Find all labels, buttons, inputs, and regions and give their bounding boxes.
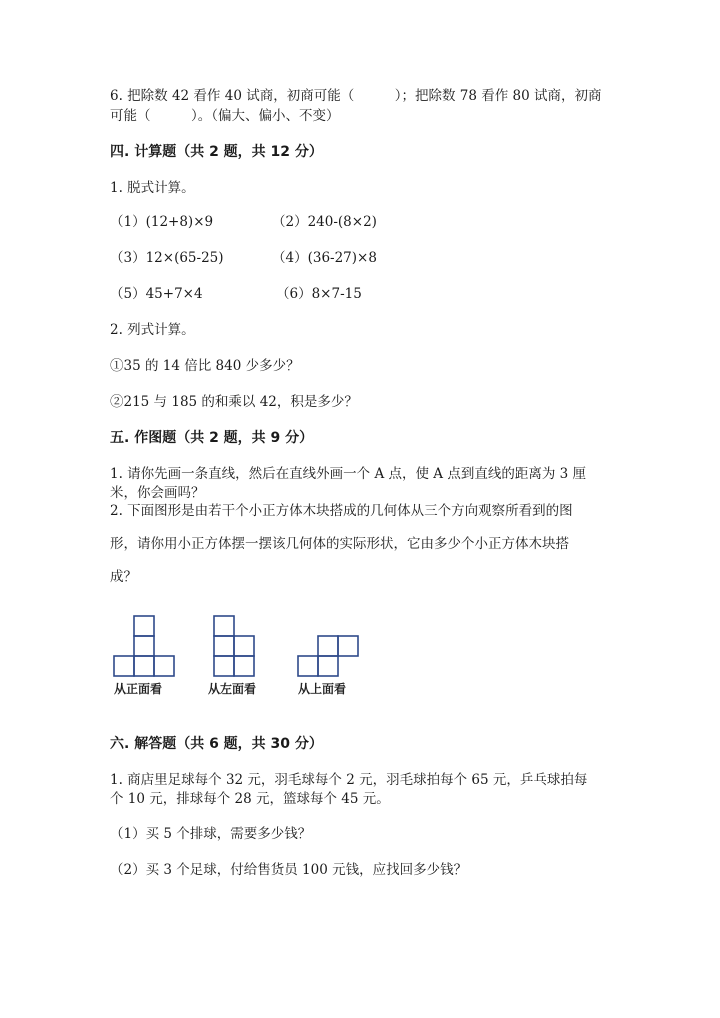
section-6-title: 六. 解答题（共 6 题，共 30 分） [110, 736, 323, 752]
calc-q2-title: 2. 列式计算。 [110, 322, 195, 338]
q6-line-1: 6. 把除数 42 看作 40 试商，初商可能（ ）；把除数 78 看作 80 试商，初商 [110, 88, 602, 104]
answer-q1-b: （2）买 3 个足球，付给售货员 100 元钱，应找回多少钱？ [110, 862, 468, 878]
section-4-title: 四. 计算题（共 2 题，共 12 分） [110, 144, 323, 160]
calc-item-3: （3）12×(65-25) [110, 250, 224, 266]
draw-q2-line-2: 形，请你用小正方体摆一摆该几何体的实际形状，它由多少个小正方体木块搭 [110, 536, 569, 552]
three-view-grids [110, 612, 370, 682]
draw-q2-line-3: 成？ [110, 569, 137, 585]
calc-q2-b: ②215 与 185 的和乘以 42，积是多少？ [110, 394, 358, 410]
calc-q2-a: ①35 的 14 倍比 840 少多少？ [110, 358, 300, 374]
calc-item-5: （5）45+7×4 [110, 286, 203, 302]
calc-item-4: （4）(36-27)×8 [272, 250, 377, 266]
three-view-figure [110, 612, 370, 702]
top-view-grid [298, 636, 358, 676]
calc-item-1: （1）(12+8)×9 [110, 214, 214, 230]
draw-q1-line-2: 米，你会画吗？ [110, 485, 205, 501]
draw-q2-line-1: 2. 下面图形是由若干个小正方体木块搭成的几何体从三个方向观察所看到的图 [110, 503, 573, 519]
caption-left-view: 从左面看 [208, 682, 257, 696]
front-view-grid [114, 616, 174, 676]
answer-q1-a: （1）买 5 个排球，需要多少钱？ [110, 826, 312, 842]
draw-q1-line-1: 1. 请你先画一条直线，然后在直线外画一个 A 点，使 A 点到直线的距离为 3 厘 [110, 466, 587, 482]
answer-q1-line-2: 个 10 元，排球每个 28 元，篮球每个 45 元。 [110, 791, 390, 807]
calc-q1-title: 1. 脱式计算。 [110, 180, 195, 196]
q6-line-2: 可能（ ）。（偏大、偏小、不变） [110, 108, 340, 124]
left-view-grid [214, 616, 254, 676]
answer-q1-line-1: 1. 商店里足球每个 32 元，羽毛球每个 2 元，羽毛球拍每个 65 元，乒乓球拍每 [110, 772, 588, 788]
caption-top-view: 从上面看 [298, 682, 347, 696]
calc-item-2: （2）240-(8×2) [272, 214, 377, 230]
caption-front-view: 从正面看 [114, 682, 163, 696]
section-5-title: 五. 作图题（共 2 题，共 9 分） [110, 430, 314, 446]
calc-item-6: （6）8×7-15 [276, 286, 362, 302]
